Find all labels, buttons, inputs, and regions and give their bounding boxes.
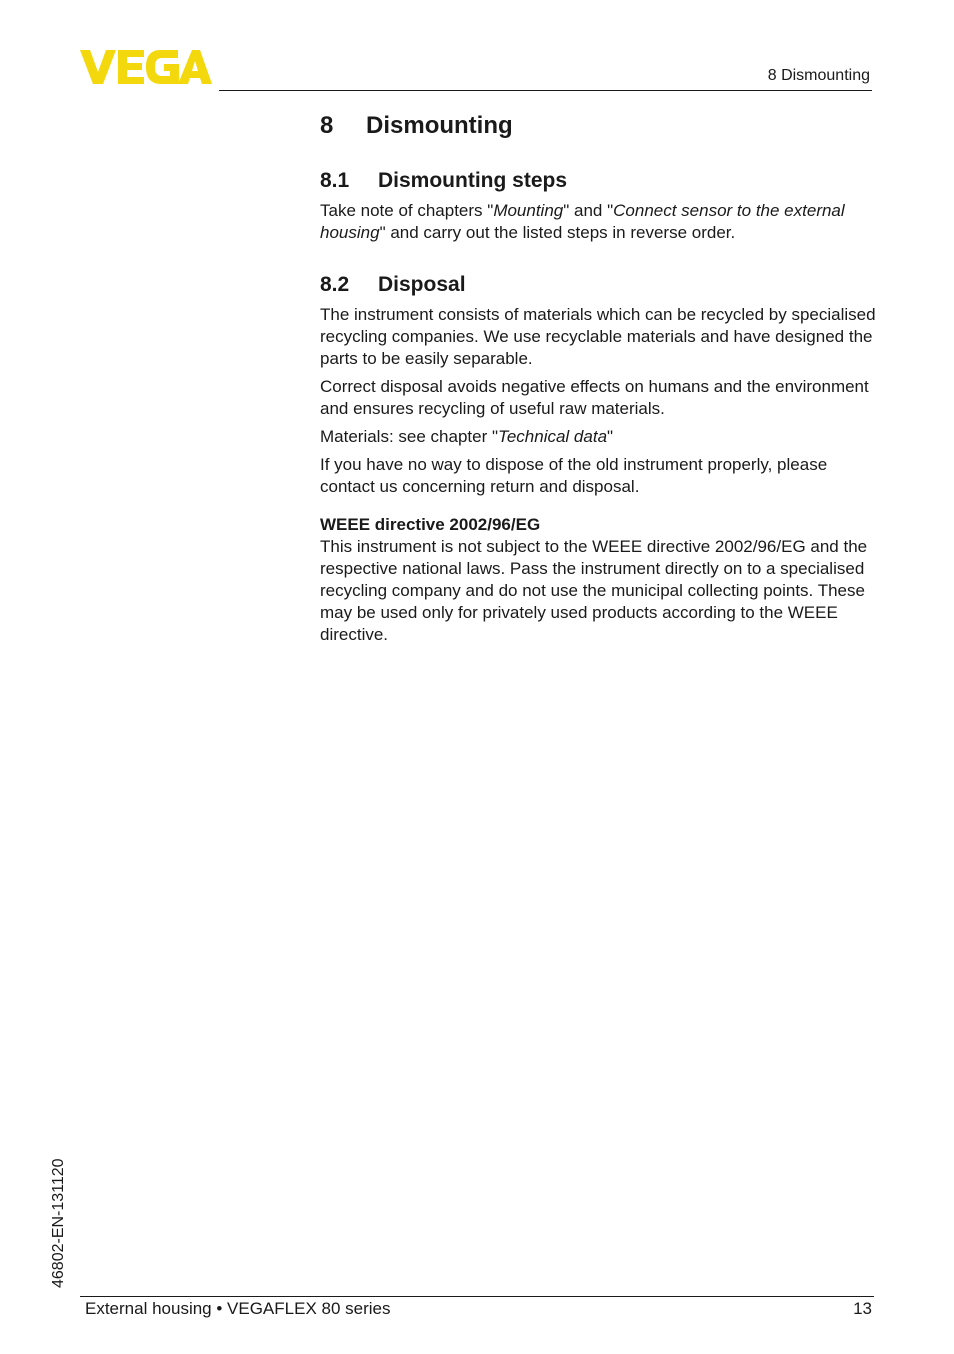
mounting-ref: Mounting: [493, 201, 564, 220]
disposal-paragraph-1: The instrument consists of materials which can be recycled by specialised recycling companies. We use recyclable materials and have designed the parts to be easily separable.: [320, 305, 876, 368]
footer-title: External housing • VEGAFLEX 80 series: [85, 1299, 391, 1318]
page-number: 13: [853, 1299, 872, 1318]
logo-letter-e: [118, 50, 144, 84]
vega-logo: [80, 50, 212, 84]
chapter-heading: [320, 108, 876, 144]
disposal-paragraph-3: Materials: see chapter "Technical data": [320, 427, 614, 446]
header-rule: [219, 90, 872, 91]
logo-letter-a: [178, 50, 212, 84]
technical-data-ref: Technical data: [498, 427, 608, 446]
connect-sensor-ref: Connect sensor to the external housing: [320, 201, 845, 242]
weee-paragraph: This instrument is not subject to the WEEE directive 2002/96/EG and the respective national laws. Pass the instrument directly on to a specialised recycling company and do not use the municipal collecting points. These may be used only for privately used products according to the WEEE directive.: [320, 537, 868, 644]
logo-letter-g: [146, 50, 179, 84]
section-title: Dismounting steps: [378, 169, 568, 192]
chapter-title: Dismounting: [366, 112, 513, 139]
page-content: [320, 108, 876, 652]
logo-letter-v: [80, 50, 116, 84]
section-number: 8.2: [320, 273, 350, 296]
dismounting-paragraph: Take note of chapters "Mounting" and "Connect sensor to the external housing" and carry out the listed steps in reverse order.: [320, 201, 845, 242]
document-code: 46802-EN-131120: [50, 1158, 67, 1288]
section-title: Disposal: [378, 273, 466, 296]
section-heading-dismounting-steps: [320, 166, 876, 196]
weee-heading: WEEE directive 2002/96/EG: [320, 515, 541, 534]
running-header: 8 Dismounting: [767, 67, 870, 84]
section-heading-disposal: [320, 270, 876, 300]
chapter-number: 8: [320, 112, 334, 139]
footer-rule: [80, 1296, 874, 1297]
disposal-paragraph-2: Correct disposal avoids negative effects on humans and the environment and ensures recycling of useful raw materials.: [320, 377, 869, 418]
disposal-paragraph-4: If you have no way to dispose of the old instrument properly, please contact us concerning return and disposal.: [320, 455, 828, 496]
section-number: 8.1: [320, 169, 350, 192]
